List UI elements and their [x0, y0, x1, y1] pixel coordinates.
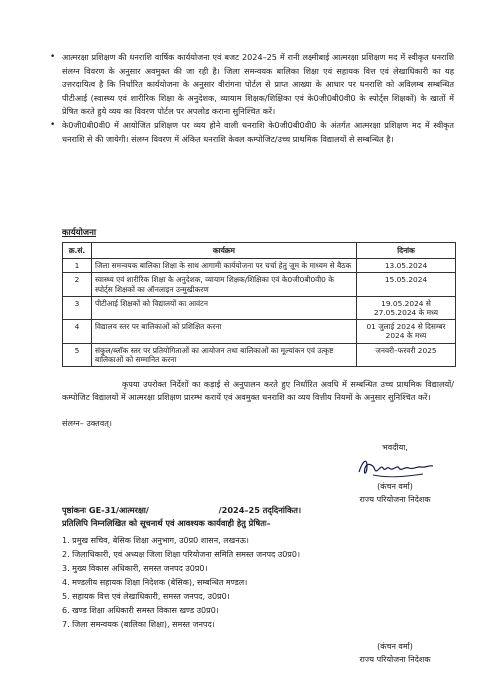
signatory-designation-2: राज्य परियोजना निदेशक: [359, 655, 431, 664]
cell-date: 01 जुलाई 2024 से दिसम्बर 2024 के मध्य: [357, 320, 456, 343]
signatory-designation: राज्य परियोजना निदेशक: [359, 495, 431, 504]
column-header-date: दिनांक: [357, 243, 456, 259]
table-row: [63, 259, 456, 273]
cell-serial: 3: [63, 296, 92, 319]
cell-date: 19.05.2024 से 27.05.2024 के मध्य: [357, 296, 456, 319]
list-item: 6. खण्ड शिक्षा अधिकारी समस्त विकास खण्ड उ0प्र0।: [62, 606, 219, 615]
table-row: [63, 343, 456, 366]
cell-serial: 5: [63, 343, 92, 366]
bullet-item: [50, 119, 454, 146]
table-row: [63, 296, 456, 319]
section-title: कार्ययोजना: [62, 228, 97, 238]
reference-line: [62, 505, 454, 516]
cell-program: स्वास्थ्य एवं शारीरिक शिक्षा के अनुदेशक, व्यायाम शिक्षक/शिक्षिका एवं के0जी0बी0वी0 के स्पोर्ट्स शिक्षकों का ऑनलाइन उन्मुखीकरण: [92, 273, 357, 296]
reference-date: /2024–25 तद्‌दिनांकित।: [218, 505, 302, 515]
cell-date: 13.05.2024: [357, 259, 456, 273]
cell-date: जनवरी–फरवरी 2025: [357, 343, 456, 366]
bullet-item: [50, 51, 454, 119]
reference-number: पृष्ठांकनः GE-31/आत्मरक्षा/: [62, 505, 149, 515]
list-item: 2. जिलाधिकारी, एवं अध्यक्ष जिला शिक्षा परियोजना समिति समस्त जनपद उ0प्र0।: [62, 550, 300, 559]
list-item: 4. मण्डलीय सहायक शिक्षा निदेशक (बेसिक), सम्बन्धित मण्डल।: [62, 578, 248, 587]
copy-recipient-list: [62, 534, 300, 632]
bullet-text: के0जी0बी0वी0 में आयोजित प्रशिक्षण पर व्यय होने वाली धनराशि के0जी0बी0वी0 के अंतर्गत आत्मरक्षा प्रशिक्षण मद में स्वीकृत धनराशि से की जायेगी। संलग्न विवरण में अंकित धनराशि केवल कम्पोजिट/उच्च प्राथमिक विद्यालयों से सम्बन्धित है।: [62, 119, 454, 144]
cell-program: संकुल/ब्लॉक स्तर पर प्रतियोगिताओं का आयोजन तथा बालिकाओं का मूल्यांकन एवं उत्कृष्ट बालिकाओं को सम्मानित करना: [92, 343, 357, 366]
enclosure-note: संलग्न– उक्तवत्।: [62, 418, 112, 428]
cell-serial: 4: [63, 320, 92, 343]
table-header-row: [63, 243, 456, 259]
signature-block: [340, 441, 450, 506]
action-plan-table: [62, 242, 456, 367]
signatory-name-2: (कंचन वर्मा): [377, 642, 413, 651]
bullet-text: आत्मरक्षा प्रशिक्षण की धनराशि वार्षिक कार्ययोजना एवं बजट 2024–25 में रानी लक्ष्मीबाई आत्मरक्षा प्रशिक्षण मद में स्वीकृत धनराशि संलग्न विवरण के अनुसार अवमुक्त की जा रही है। जिला समन्वयक बालिका शिक्षा एवं सहायक वित्त एवं लेखाधिकारी का यह उत्तरदायित्व है कि निर्धारित कार्ययोजना के अनुसार वीरांगना पोर्टल से प्राप्त आख्या के आधार पर धनराशि को अविलम्ब सम्बन्धित पीटीआई (स्वास्थ्य एवं शारीरिक शिक्षा के अनुदेशक, व्यायाम शिक्षक/शिक्षिका एवं के0जी0बी0वी0 के स्पोर्ट्स शिक्षकों) के खातों में प्रेषित करते हुये व्यय का विवरण पोर्टल पर अपलोड कराना सुनिश्चित करें।: [62, 52, 454, 117]
bullet-list: [50, 51, 454, 146]
column-header-serial: क्र.सं.: [63, 243, 92, 259]
bullet-icon: •: [50, 119, 56, 130]
bullet-icon: •: [50, 52, 56, 62]
list-item: 3. मुख्य विकास अधिकारी, समस्त जनपद उ0प्र0।: [62, 564, 208, 573]
signature-block-2: [330, 640, 460, 666]
cell-program: जिला समन्वयक बालिका शिक्षा के साथ आगामी कार्ययोजना पर चर्चा हेतु ज़ूम के माध्यम से बैठक: [92, 259, 357, 273]
cell-program: पीटीआई शिक्षकों को विद्यालयों का आवंटन: [92, 296, 357, 319]
list-item: 1. प्रमुख सचिव, बेसिक शिक्षा अनुभाग, उ0प्र0 शासन, लखनऊ।: [62, 536, 249, 545]
cell-date: 15.05.2024: [357, 273, 456, 296]
table-row: [63, 273, 456, 296]
cell-program: विद्यालय स्तर पर बालिकाओं को प्रशिक्षित करना: [92, 320, 357, 343]
list-item: 7. जिला समन्वयक (बालिका शिक्षा), समस्त जनपद।: [62, 620, 215, 629]
copy-heading: प्रतिलिपि निम्नलिखित को सूचनार्थ एवं आवश्यक कार्यवाही हेतु प्रेषितः–: [62, 518, 271, 528]
list-item: 5. सहायक वित्त एवं लेखाधिकारी, समस्त जनपद, उ0प्र0।: [62, 592, 230, 601]
salutation: भवदीया,: [382, 443, 408, 452]
cell-serial: 1: [63, 259, 92, 273]
signatory-name: (कंचन वर्मा): [377, 482, 413, 491]
table-row: [63, 320, 456, 343]
cell-serial: 2: [63, 273, 92, 296]
handwritten-signature: [353, 454, 437, 480]
column-header-program: कार्यक्रम: [92, 243, 357, 259]
closing-paragraph: कृपया उपरोक्त निर्देशों का कड़ाई से अनुपालन करते हुए निर्धारित अवधि में सम्बन्धित उच्च प्राथमिक विद्यालयों/कम्पोजिट विद्यालयों में आत्मरक्षा प्रशिक्षण प्रारम्भ करायें एवं अवमुक्त धनराशि का व्यय वित्तीय नियमों के अनुसार सुनिश्चित करें।: [62, 379, 454, 403]
